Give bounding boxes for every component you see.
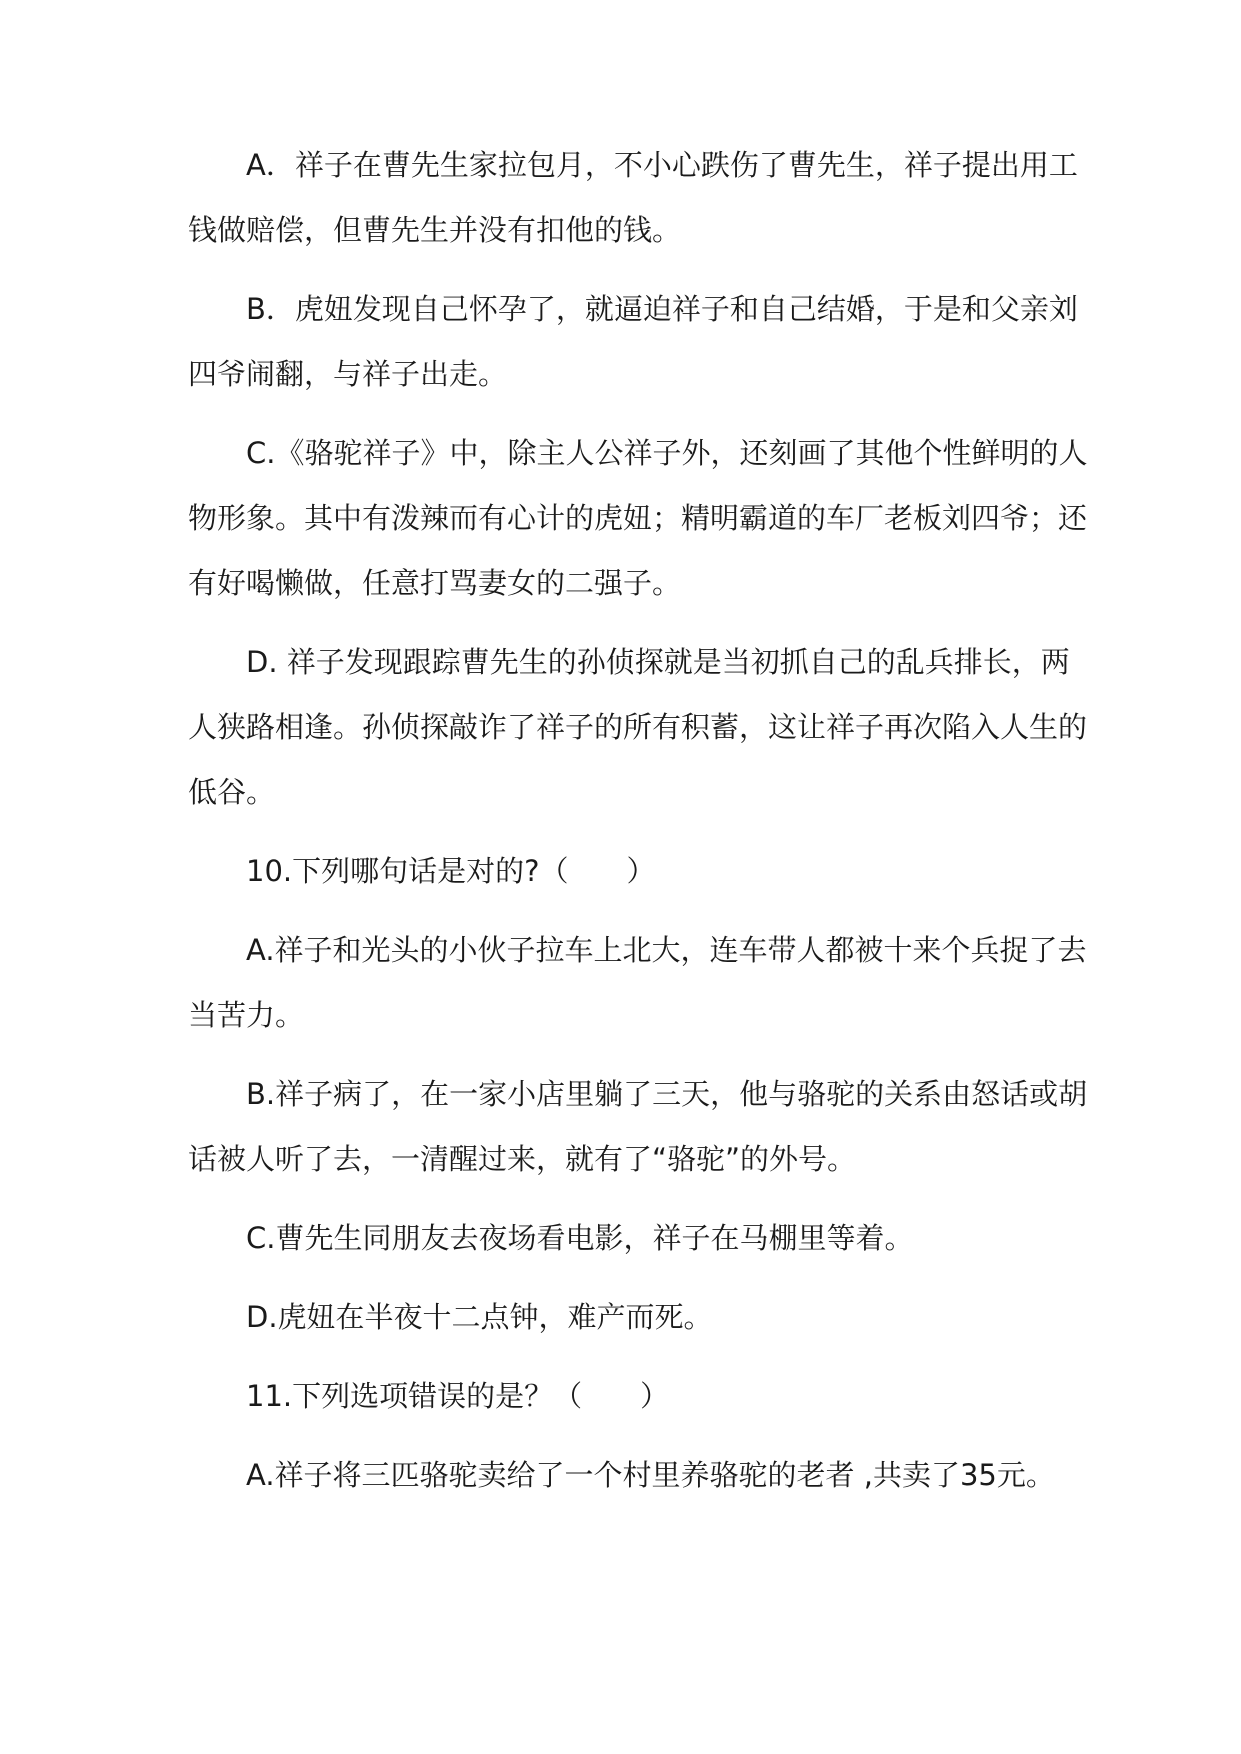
question-10-option-a: A.祥子和光头的小伙子拉车上北大，连车带人都被十来个兵捉了去当苦力。 [188,933,1087,1032]
option-d-paragraph: D. 祥子发现跟踪曹先生的孙侦探就是当初抓自己的乱兵排长，两人狭路相逢。孙侦探敲诈了祥子的所有积蓄，这让祥子再次陷入人生的低谷。 [188,645,1088,809]
question-10-option-b: B.祥子病了，在一家小店里躺了三天，他与骆驼的关系由怒话或胡话被人听了去，一清醒过来，就有了“骆驼”的外号。 [188,1077,1088,1176]
question-11-stem: 11.下列选项错误的是？（ ） [246,1379,670,1413]
question-10-stem: 10.下列哪句话是对的?（ ） [246,854,656,888]
document-body [188,133,1088,1508]
question-10-option-d: D.虎妞在半夜十二点钟，难产而死。 [246,1300,713,1334]
question-11-option-a: A.祥子将三匹骆驼卖给了一个村里养骆驼的老者 ,共卖了35元。 [246,1458,1055,1492]
option-c-paragraph: C.《骆驼祥子》中，除主人公祥子外，还刻画了其他个性鲜明的人物形象。其中有泼辣而有心计的虎妞；精明霸道的车厂老板刘四爷；还有好喝懒做，任意打骂妻女的二强子。 [188,436,1088,600]
question-10-option-c: C.曹先生同朋友去夜场看电影，祥子在马棚里等着。 [246,1221,914,1255]
option-b-paragraph: B．虎妞发现自己怀孕了，就逼迫祥子和自己结婚，于是和父亲刘四爷闹翻，与祥子出走。 [188,292,1078,391]
option-a-paragraph: A．祥子在曹先生家拉包月，不小心跌伤了曹先生，祥子提出用工钱做赔偿，但曹先生并没有扣他的钱。 [188,148,1078,247]
